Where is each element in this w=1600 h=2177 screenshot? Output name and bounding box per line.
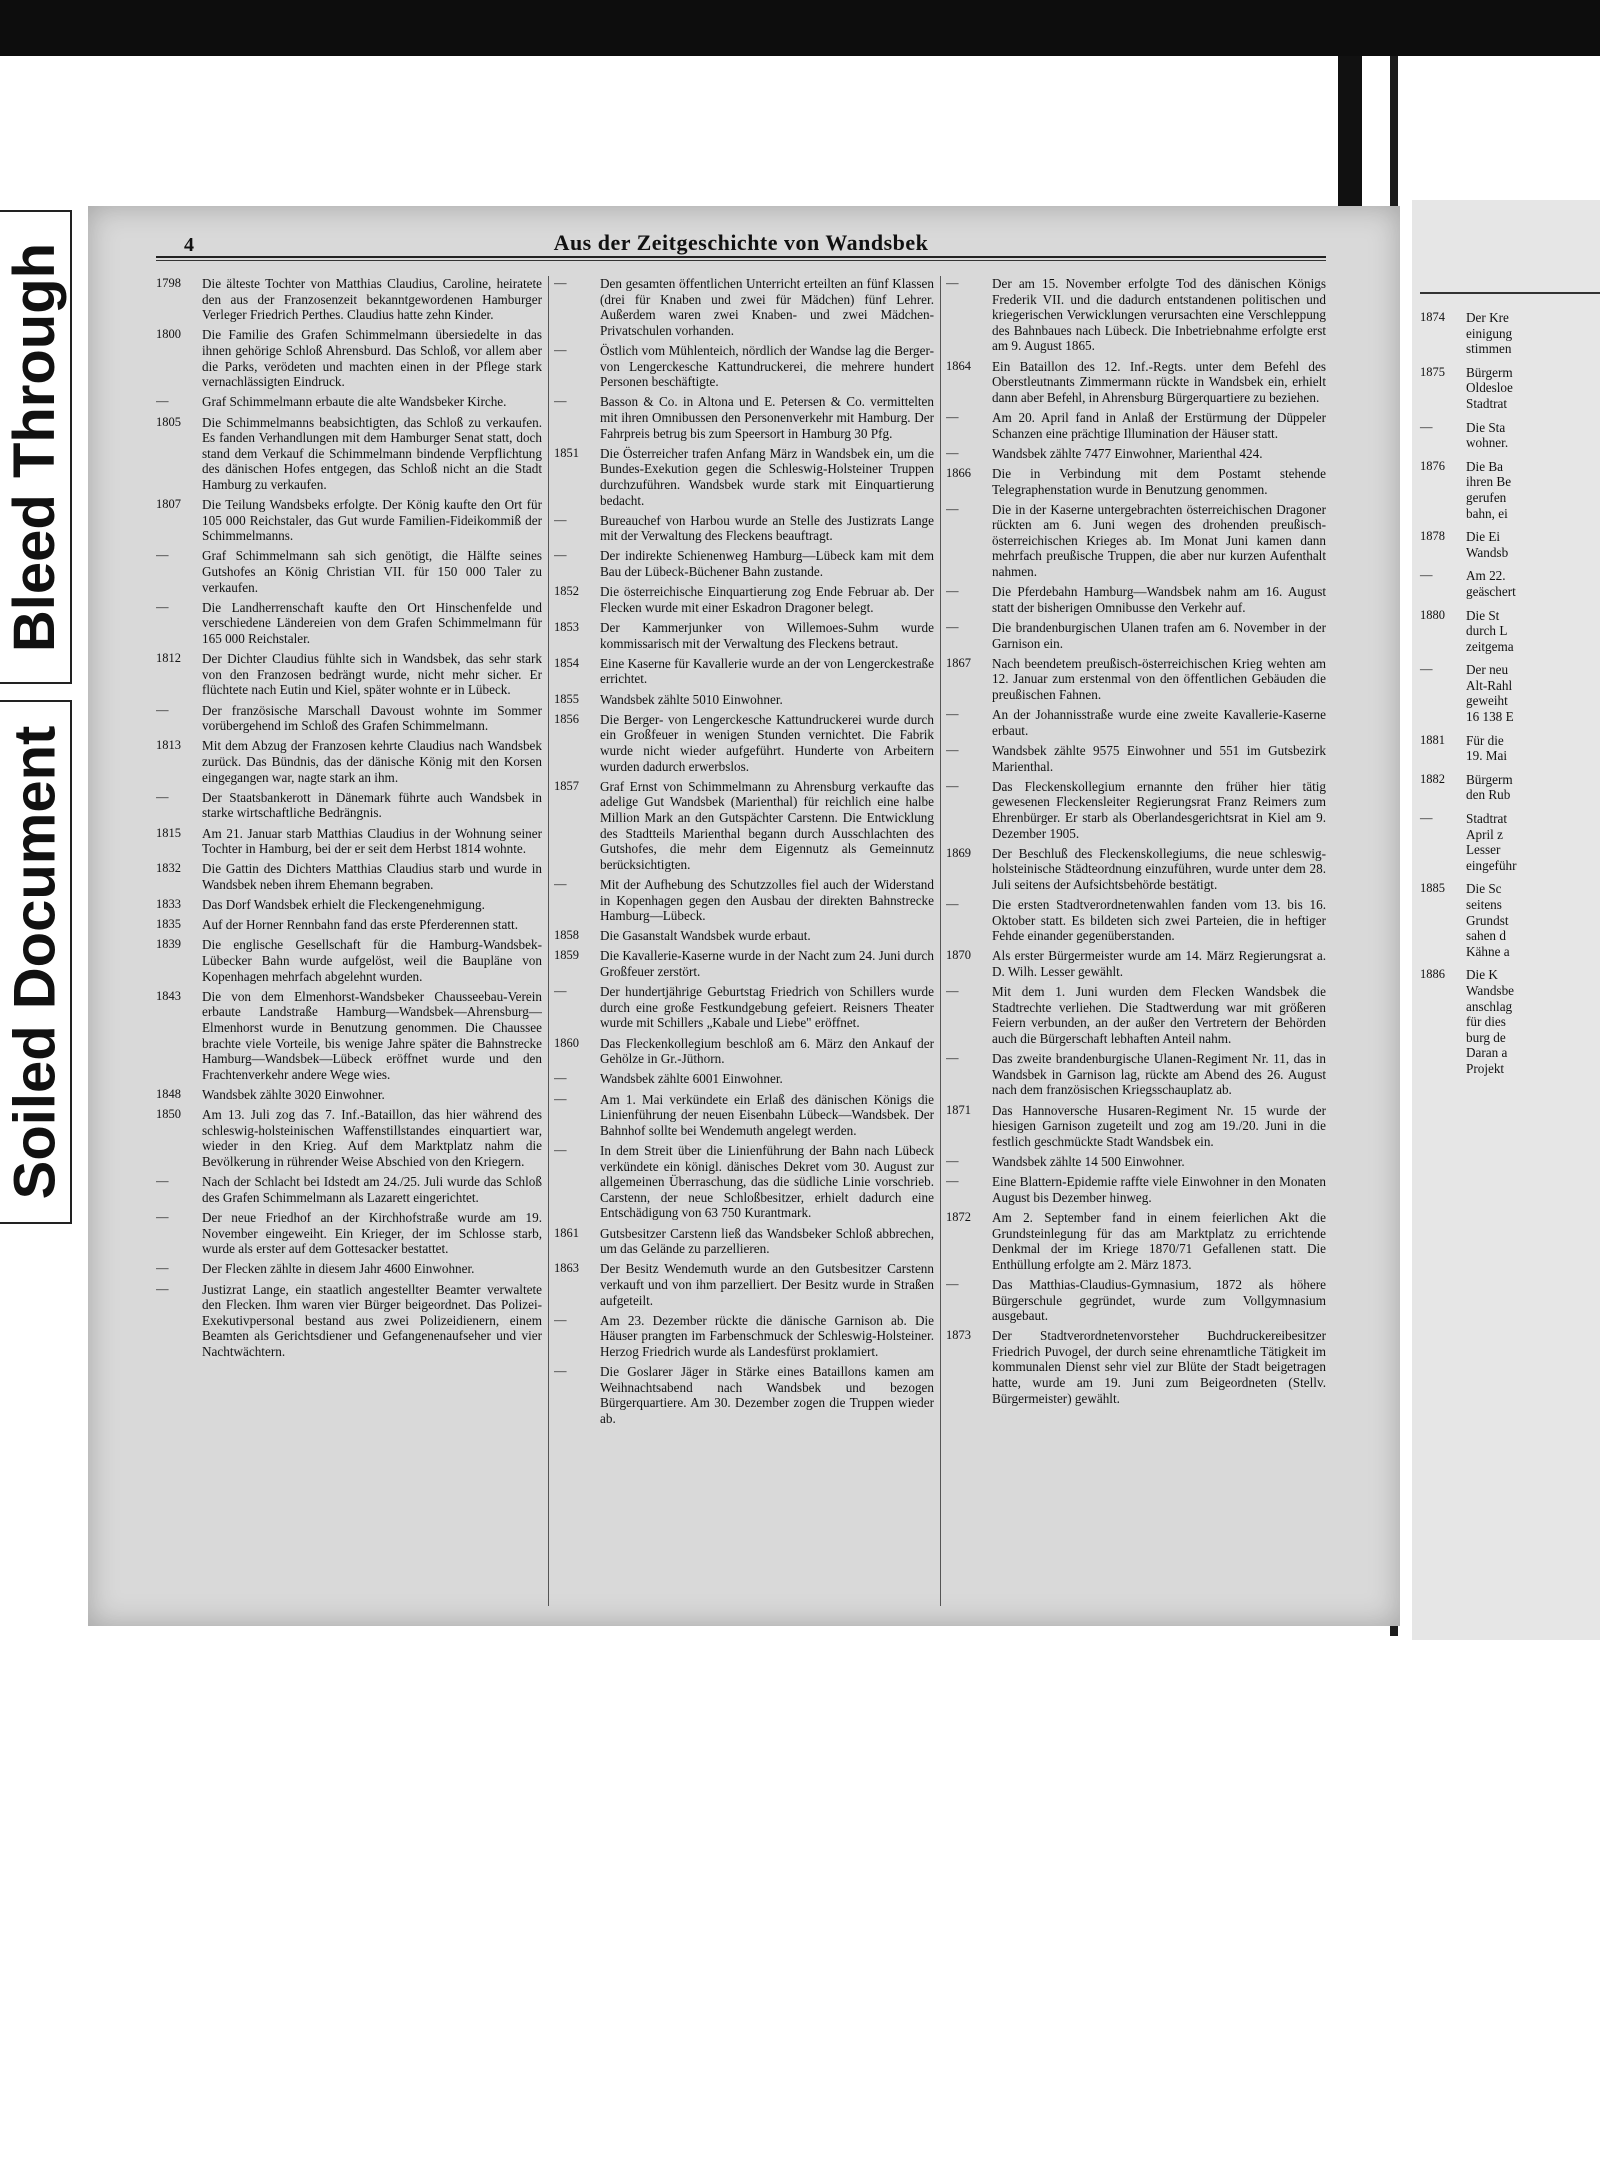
timeline-entry [156, 897, 542, 913]
header-rule [156, 260, 1326, 261]
entry-year: 1835 [156, 917, 181, 932]
entry-text: Der Beschluß des Fleckenskollegiums, die neue schleswig-holsteinische Städteordnung einzuführen, wurde unter dem 28. Juli seitens der Aufsichtsbehörde bestätigt. [992, 845, 1326, 892]
entry-year: — [554, 984, 567, 999]
entry-year: 1875 [1420, 364, 1445, 379]
entry-year: — [946, 501, 959, 516]
entry-year: 1878 [1420, 529, 1445, 544]
timeline-entry [554, 1092, 934, 1139]
entry-year: 1859 [554, 948, 579, 963]
entry-year: — [554, 1364, 567, 1379]
entry-year: 1860 [554, 1035, 579, 1050]
entry-text: Die in der Kaserne untergebrachten österreichischen Dragoner rückten am 6. Juni wegen des drohenden preußisch-österreichischen Krieges ab. Im Monat Juni kamen dann mehrfach preußische Truppen, die aber nur kurzen Aufenthalt nahmen. [992, 501, 1326, 580]
entry-text: Am 2. September fand in einem feierlichen Akt die Grundsteinlegung für das am Marktplatz zu errichtende Denkmal der im Kriege 1870/71 Gefallenen statt. Die Enthüllung erfolgte am 2. März 1873. [992, 1209, 1326, 1272]
column-left [156, 276, 542, 1606]
entry-year: 1886 [1420, 967, 1445, 982]
timeline-entry [946, 584, 1326, 615]
book-page [88, 206, 1400, 1626]
timeline-entry [156, 1261, 542, 1277]
timeline-entry [946, 1174, 1326, 1205]
entry-text: Das zweite brandenburgische Ulanen-Regiment Nr. 11, das in Wandsbek in Garnison lag, rückte am Abend des 26. August nach dem französischen Kriegsschauplatz ab. [992, 1051, 1326, 1098]
entry-text: Bürgerm den Rub [1466, 771, 1513, 803]
timeline-entry [554, 928, 934, 944]
entry-year: — [946, 778, 959, 793]
entry-year: — [554, 1091, 567, 1106]
entry-year: — [946, 742, 959, 757]
entry-year: 1813 [156, 738, 181, 753]
entry-text: Die Pferdebahn Hamburg—Wandsbek nahm am 16. August statt der bisherigen Omnibusse den Verkehr auf. [992, 584, 1326, 615]
timeline-entry [156, 394, 542, 410]
entry-text: Wandsbek zählte 5010 Einwohner. [600, 691, 783, 707]
adjacent-page-entry [1420, 967, 1600, 1076]
entry-year: 1867 [946, 655, 971, 670]
entry-text: Der Besitz Wendemuth wurde an den Gutsbesitzer Carstenn verkauft und von ihm parzelliert. Der Besitz wurde in Straßen aufgeteilt. [600, 1261, 934, 1308]
timeline-entry [946, 276, 1326, 354]
entry-text: Östlich vom Mühlenteich, nördlich der Wandse lag die Berger- von Lengerckesche Kattundruckerei, die mehrere hundert Personen beschäftigte. [600, 342, 934, 390]
timeline-entry [554, 513, 934, 544]
timeline-entry [156, 790, 542, 821]
entry-text: Der Flecken zählte in diesem Jahr 4600 Einwohner. [202, 1261, 475, 1277]
entry-year: 1853 [554, 620, 579, 635]
entry-text: Das Fleckenkollegium beschloß am 6. März den Ankauf der Gehölze in Gr.-Jüthorn. [600, 1035, 934, 1067]
entry-year: 1855 [554, 691, 579, 706]
entry-year: 1864 [946, 358, 971, 373]
entry-text: Der hundertjährige Geburtstag Friedrich von Schillers wurde durch eine große Festkundgebung gefeiert. Reisners Theater wurde mit Schillers „Kabale und Liebe" eröffnet. [600, 984, 934, 1031]
entry-year: 1881 [1420, 732, 1445, 747]
entry-text: Der Dichter Claudius fühlte sich in Wandsbek, das sehr stark von den Franzosen bedrängt wurde, nicht mehr sicher. Er flüchtete nach Eutin und Kiel, später wohnte er in Lübeck. [202, 651, 542, 698]
adjacent-page-entry [1420, 662, 1600, 724]
book-spine-shadow [1338, 56, 1362, 206]
entry-year: — [554, 548, 567, 563]
timeline-entry [156, 497, 542, 544]
entry-text: Die ersten Stadtverordnetenwahlen fanden vom 13. bis 16. Oktober statt. Es bildeten sich zwei Parteien, die in heftiger Fehde einander gegenüberstanden. [992, 897, 1326, 944]
adjacent-page-entry [1420, 881, 1600, 959]
entry-year: 1839 [156, 937, 181, 952]
timeline-entry [156, 861, 542, 892]
entry-year: — [156, 1261, 169, 1276]
entry-year: 1863 [554, 1261, 579, 1276]
entry-year: — [946, 1051, 959, 1066]
entry-year: — [156, 1281, 169, 1296]
timeline-entry [156, 1174, 542, 1205]
entry-year: 1854 [554, 655, 579, 670]
entry-text: Die Gasanstalt Wandsbek wurde erbaut. [600, 928, 811, 944]
entry-text: Die Teilung Wandsbeks erfolgte. Der König kaufte den Ort für 105 000 Reichstaler, das Gut wurde Familien-Fideikommiß der Schimmelmanns. [202, 497, 542, 544]
timeline-entry [156, 651, 542, 698]
entry-text: Die Berger- von Lengerckesche Kattundruckerei wurde durch ein Großfeuer in wenigen Stunden vernichtet. Die Fabrik wurde nicht wieder aufgeführt. Hunderte von Arbeitern wurden dadurch erwerbslos. [600, 711, 934, 774]
entry-year: — [554, 394, 567, 409]
timeline-entry [946, 620, 1326, 651]
timeline-entry [946, 1154, 1326, 1170]
timeline-entry [554, 1071, 934, 1087]
timeline-entry [946, 779, 1326, 841]
timeline-entry [554, 584, 934, 615]
bleed-through-stamp [0, 210, 72, 684]
entry-text: Mit dem Abzug der Franzosen kehrte Claudius nach Wandsbek zurück. Das Bündnis, das der dänische König mit den Korsen eingegangen war, nagte stark an ihm. [202, 738, 542, 785]
entry-text: Die Gattin des Dichters Matthias Claudius starb und wurde in Wandsbek neben ihrem Ehemann begraben. [202, 861, 542, 892]
entry-year: 1843 [156, 988, 181, 1003]
timeline-entry [554, 877, 934, 924]
entry-text: Am 13. Juli zog das 7. Inf.-Bataillon, das hier während des schleswig-holsteinischen Waffenstillstandes einquartiert war, wieder in den Krieg. Auf dem Marktplatz nahm die Bevölkerung in rührender Weise Abschied von den Kriegern. [202, 1107, 542, 1169]
entry-text: Eine Kaserne für Kavallerie wurde an der von Lengerckestraße errichtet. [600, 655, 934, 687]
timeline-entry [946, 984, 1326, 1046]
entry-text: Mit der Aufhebung des Schutzzolles fiel auch der Widerstand in Kopenhagen gegen den Ausbau der direkten Bahnstrecke Hamburg—Lübeck. [600, 876, 934, 924]
adjacent-page-entry [1420, 365, 1600, 412]
entry-text: Wandsbek zählte 6001 Einwohner. [600, 1071, 783, 1087]
entry-year: — [156, 1209, 169, 1224]
timeline-entry [156, 276, 542, 323]
timeline-entry [156, 548, 542, 595]
timeline-entry [946, 1210, 1326, 1272]
timeline-entry [946, 466, 1326, 497]
entry-text: Die in Verbindung mit dem Postamt stehende Telegraphenstation wurde in Benutzung genommen. [992, 465, 1326, 497]
scanner-top-bar [0, 0, 1600, 56]
timeline-entry [946, 1328, 1326, 1406]
adjacent-page-entry [1420, 310, 1600, 357]
entry-text: Für die 19. Mai [1466, 732, 1508, 764]
entry-year: 1885 [1420, 881, 1445, 896]
entry-text: Die von dem Elmenhorst-Wandsbeker Chausseebau-Verein erbaute Landstraße Hamburg—Wandsbek—Ahrensburg—Elmenhorst wurde in Benutzung genommen. Die Chaussee brachte viele Vorteile, bis wenige Jahre später die Bahnstrecke Hamburg—Wandsbek—Lübeck eröffnet wurde und den Frachtenverkehr andere Wege wies. [202, 988, 542, 1082]
entry-text: Der am 15. November erfolgte Tod des dänischen Königs Frederik VII. und die dadurch entstandenen politischen und kriegerischen Verwicklungen verursachten eine Verschleppung des Bahnbaues nach Lübeck. Die Inbetriebnahme erfolgte erst am 9. August 1865. [992, 276, 1326, 354]
entry-text: Die brandenburgischen Ulanen trafen am 6. November in der Garnison ein. [992, 620, 1326, 651]
entry-text: Als erster Bürgermeister wurde am 14. März Regierungsrat a. D. Wilh. Lesser gewählt. [992, 948, 1326, 980]
timeline-entry [554, 1036, 934, 1067]
timeline-entry [554, 1364, 934, 1426]
timeline-entry [156, 826, 542, 857]
entry-year: — [554, 342, 567, 357]
entry-year: — [1420, 419, 1433, 434]
entry-year: 1869 [946, 845, 971, 860]
timeline-entry [554, 1261, 934, 1308]
timeline-entry [946, 1103, 1326, 1150]
entry-text: Das Dorf Wandsbek erhielt die Fleckengenehmigung. [202, 897, 485, 913]
timeline-entry [156, 989, 542, 1083]
entry-year: 1873 [946, 1328, 971, 1343]
timeline-entry [946, 948, 1326, 979]
entry-year: — [1420, 568, 1433, 583]
entry-year: 1832 [156, 861, 181, 876]
entry-year: 1870 [946, 948, 971, 963]
timeline-entry [554, 1143, 934, 1221]
entry-text: Am 21. Januar starb Matthias Claudius in der Wohnung seiner Tochter in Hamburg, bei der er seit dem Herbst 1814 wohnte. [202, 825, 542, 857]
timeline-entry [946, 446, 1326, 462]
entry-text: Eine Blattern-Epidemie raffte viele Einwohner in den Monaten August bis Dezember hinweg. [992, 1174, 1326, 1205]
entry-text: Der neu Alt-Rahl geweiht 16 138 E [1466, 662, 1514, 725]
text-columns [156, 276, 1326, 1606]
entry-text: Mit dem 1. Juni wurden dem Flecken Wandsbek die Stadtrechte verliehen. Die Stadtwerdung war mit größeren Feiern verbunden, an der außer den Vertretern der Behörden auch die Bürgerschaft lebhaften Anteil nahm. [992, 984, 1326, 1047]
adjacent-page-rule [1420, 292, 1600, 294]
entry-year: — [946, 897, 959, 912]
entry-year: 1815 [156, 825, 181, 840]
entry-text: Die österreichische Einquartierung zog Ende Februar ab. Der Flecken wurde mit einer Eskadron Dragoner belegt. [600, 584, 934, 615]
entry-text: Die Schimmelmanns beabsichtigten, das Schloß zu verkaufen. Es fanden Verhandlungen mit dem Hamburger Senat statt, doch stand dem Verkauf die Schimmelmann bindende Verpflichtung des dänischen Hofes entgegen, das Schloß nicht an die Stadt Hamburg zu verkaufen. [202, 414, 542, 492]
entry-year: 1805 [156, 414, 181, 429]
entry-year: 1871 [946, 1102, 971, 1117]
entry-text: Die Ba ihren Be gerufen bahn, ei [1466, 458, 1512, 521]
entry-text: Die englische Gesellschaft für die Hamburg-Wandsbek-Lübecker Bahn wurde aufgelöst, weil die Baupläne von Kopenhagen mehrfach abgelehnt wurden. [202, 937, 542, 984]
entry-year: 1856 [554, 711, 579, 726]
entry-year: — [946, 1276, 959, 1291]
timeline-entry [156, 703, 542, 734]
timeline-entry [156, 1107, 542, 1169]
column-divider [940, 276, 941, 1606]
entry-text: Nach beendetem preußisch-österreichischen Krieg wehten am 12. Januar zum erstenmal von den öffentlichen Gebäuden die preußischen Fahnen. [992, 655, 1326, 702]
entry-year: — [946, 445, 959, 460]
timeline-entry [554, 343, 934, 390]
entry-text: Am 22. geäschert [1466, 568, 1516, 599]
timeline-entry [554, 620, 934, 651]
timeline-entry [554, 712, 934, 774]
entry-year: — [156, 548, 169, 563]
adjacent-page-entries [1420, 310, 1600, 1085]
entry-year: — [946, 409, 959, 424]
entry-text: Am 23. Dezember rückte die dänische Garnison ab. Die Häuser prangten im Farbenschmuck der Schleswig-Holsteiner. Herzog Friedrich wurde als Landesfürst proklamiert. [600, 1312, 934, 1359]
entry-text: Der neue Friedhof an der Kirchhofstraße wurde am 19. November eingeweiht. Ein Krieger, der im Schlosse starb, wurde als erster auf dem Gottesacker bestattet. [202, 1209, 542, 1257]
entry-text: Der Kammerjunker von Willemoes-Suhm wurde kommissarisch mit der Verwaltung des Fleckens betraut. [600, 620, 934, 651]
timeline-entry [946, 743, 1326, 774]
entry-year: — [156, 789, 169, 804]
entry-text: Die Kavallerie-Kaserne wurde in der Nacht zum 24. Juni durch Großfeuer zerstört. [600, 948, 934, 980]
adjacent-page-entry [1420, 529, 1600, 560]
column-middle [554, 276, 934, 1606]
entry-text: Die Familie des Grafen Schimmelmann übersiedelte in das ihnen gehörige Schloß Ahrensburd. Das Schloß, vor allem aber die Parks, verödeten und machten einen in der Pflege stark vernachlässigten Eindruck. [202, 327, 542, 390]
entry-text: Am 20. April fand in Anlaß der Erstürmung der Düppeler Schanzen eine prächtige Illumination der Häuser statt. [992, 409, 1326, 441]
adjacent-page-fragment [1412, 200, 1600, 1640]
entry-text: In dem Streit über die Linienführung der Bahn nach Lübeck verkündete ein königl. dänisches Dekret vom 30. August zur allgemeinen Überraschung, das die südliche Linie vorschrieb. Carstenn, der neue Schloßbesitzer, erhielt dadurch eine Entschädigung von 63 750 Kurantmark. [600, 1142, 934, 1221]
timeline-entry [156, 917, 542, 933]
timeline-entry [946, 1051, 1326, 1098]
page-content [156, 216, 1326, 1616]
entry-text: Graf Schimmelmann erbaute die alte Wandsbeker Kirche. [202, 394, 507, 410]
timeline-entry [554, 948, 934, 979]
timeline-entry [946, 410, 1326, 441]
entry-year: — [946, 1174, 959, 1189]
timeline-entry [554, 276, 934, 338]
entry-year: 1872 [946, 1209, 971, 1224]
entry-text: Graf Ernst von Schimmelmann zu Ahrensburg verkaufte das adelige Gut Wandsbek (Marienthal) für reichlich eine halbe Million Mark an den Gutspächter Carstenn. Die Entwicklung des Stadtteils Marienthal begann durch Ausschlachten des Gutshofes, die mehr dem Eigennutz als Gemeinnutz berücksichtigten. [600, 778, 934, 872]
adjacent-page-entry [1420, 811, 1600, 873]
entry-text: Das Hannoversche Husaren-Regiment Nr. 15 wurde der hiesigen Garnison zugeteilt und zog am 19./20. Juni in die festlich geschmückte Stadt Wandsbek ein. [992, 1102, 1326, 1149]
entry-text: Basson & Co. in Altona und E. Petersen & Co. vermittelten mit ihren Omnibussen den Personenverkehr mit Hamburg. Der Fahrpreis betrug bis zum Speersort in Hamburg 30 Pfg. [600, 394, 934, 441]
timeline-entry [554, 1226, 934, 1257]
timeline-entry [156, 327, 542, 389]
entry-year: — [156, 394, 169, 409]
entry-text: Gutsbesitzer Carstenn ließ das Wandsbeker Schloß abbrechen, um das Gelände zu parzellieren. [600, 1225, 934, 1257]
timeline-entry [156, 415, 542, 493]
entry-text: Der französische Marschall Davoust wohnte im Sommer vorübergehend im Schloß des Grafen Schimmelmann. [202, 702, 542, 734]
entry-text: An der Johannisstraße wurde eine zweite Kavallerie-Kaserne erbaut. [992, 707, 1326, 738]
entry-text: Die K Wandsbe anschlag für dies burg de Daran a Projekt [1466, 967, 1515, 1076]
entry-year: 1861 [554, 1225, 579, 1240]
entry-text: Die Landherrenschaft kaufte den Ort Hinschenfelde und verschiedene Ländereien von dem Grafen Schimmelmann für 165 000 Reichstaler. [202, 599, 542, 647]
timeline-entry [156, 1282, 542, 1360]
entry-year: — [554, 276, 567, 290]
soiled-document-label: Soiled Document [2, 725, 68, 1199]
entry-text: Bureauchef von Harbou wurde an Stelle des Justizrats Lange mit der Verwaltung des Fleckens beauftragt. [600, 512, 934, 544]
entry-text: Wandsbek zählte 14 500 Einwohner. [992, 1153, 1185, 1169]
entry-year: 1880 [1420, 607, 1445, 622]
timeline-entry [156, 1087, 542, 1103]
adjacent-page-entry [1420, 459, 1600, 521]
entry-year: — [1420, 662, 1433, 677]
adjacent-page-entry [1420, 568, 1600, 599]
timeline-entry [554, 1313, 934, 1360]
page-number: 4 [184, 234, 194, 256]
entry-text: Graf Schimmelmann sah sich genötigt, die Hälfte seines Gutshofes an König Christian VII. für 150 000 Taler zu verkaufen. [202, 548, 542, 595]
column-right [946, 276, 1326, 1606]
timeline-entry [554, 548, 934, 579]
entry-year: — [156, 1174, 169, 1189]
entry-year: 1833 [156, 897, 181, 912]
entry-text: Justizrat Lange, ein staatlich angestellter Beamter verwaltete den Flecken. Ihm waren vier Bürger beigeordnet. Das Polizei-Exekutivpersonal bestand aus zwei Polizeidienern, einem Beamten als Gerichtsdiener und Gefangenenaufseher und vier Nachtwächtern. [202, 1281, 542, 1359]
entry-text: Stadtrat April z Lesser eingeführ [1466, 811, 1517, 873]
entry-year: — [946, 707, 959, 722]
entry-text: Das Matthias-Claudius-Gymnasium, 1872 als höhere Bürgerschule gegründet, wurde zum Vollgymnasium ausgebaut. [992, 1276, 1326, 1324]
timeline-entry [554, 446, 934, 508]
timeline-entry [946, 656, 1326, 703]
entry-text: Auf der Horner Rennbahn fand das erste Pferderennen statt. [202, 917, 519, 933]
entry-text: Wandsbek zählte 7477 Einwohner, Marienthal 424. [992, 445, 1263, 461]
entry-year: 1874 [1420, 310, 1445, 324]
timeline-entry [946, 897, 1326, 944]
entry-year: — [156, 599, 169, 614]
entry-year: — [554, 1142, 567, 1157]
entry-text: Die älteste Tochter von Matthias Claudius, Caroline, heiratete den aus der Franzosenzeit bekanntgewordenen Hamburger Verleger Friedrich Perthes. Claudius hatte zehn Kinder. [202, 276, 542, 323]
entry-text: Die Österreicher trafen Anfang März in Wandsbek ein, um die Bundes-Exekution gegen die Schleswig-Holsteiner Truppen durchzuführen. Wandsbek wurde stark mit Einquartierung bedacht. [600, 445, 934, 508]
bleed-through-label: Bleed Through [2, 242, 68, 652]
entry-text: Wandsbek zählte 3020 Einwohner. [202, 1087, 385, 1102]
entry-year: 1812 [156, 651, 181, 666]
adjacent-page-entry [1420, 733, 1600, 764]
entry-year: — [946, 276, 959, 290]
timeline-entry [156, 1210, 542, 1257]
timeline-entry [156, 600, 542, 647]
entry-text: Der Stadtverordnetenvorsteher Buchdruckereibesitzer Friedrich Puvogel, der durch seine ehrenamtliche Tätigkeit im kommunalen Dienst sehr viel zur Blüte der Stadt beigetragen hatte, wurde am 19. Juni zum Beigeordneten (Stellv. Bürgermeister) gewählt. [992, 1328, 1326, 1406]
column-divider [548, 276, 549, 1606]
entry-text: Nach der Schlacht bei Idstedt am 24./25. Juli wurde das Schloß des Grafen Schimmelmann als Lazarett eingerichtet. [202, 1174, 542, 1205]
entry-text: Den gesamten öffentlichen Unterricht erteilten an fünf Klassen (drei für Knaben und zwei für Mädchen) fünf Lehrer. Außerdem waren zwei Knaben- und zwei Mädchen-Privatschulen vorhanden. [600, 276, 934, 338]
entry-text: Bürgerm Oldesloe Stadtrat [1466, 364, 1513, 411]
page-header [156, 216, 1326, 258]
entry-text: Der Kre einigung stimmen [1466, 310, 1513, 357]
entry-text: Die Sc seitens Grundst sahen d Kähne a [1466, 881, 1510, 959]
entry-text: Die Goslarer Jäger in Stärke eines Bataillons kamen am Weihnachtsabend nach Wandsbek und bezogen Bürgerquartiere. Am 30. Dezember zogen die Truppen wieder ab. [600, 1364, 934, 1426]
entry-year: — [554, 1312, 567, 1327]
entry-year: — [554, 876, 567, 891]
page-title: Aus der Zeitgeschichte von Wandsbek [553, 230, 929, 255]
entry-text: Die Ei Wandsb [1466, 529, 1509, 560]
timeline-entry [554, 692, 934, 708]
entry-year: — [156, 702, 169, 717]
entry-year: — [946, 584, 959, 599]
entry-year: — [946, 1153, 959, 1168]
timeline-entry [156, 937, 542, 984]
entry-year: 1876 [1420, 458, 1445, 473]
entry-year: — [554, 512, 567, 527]
entry-year: 1852 [554, 584, 579, 599]
entry-year: 1798 [156, 276, 181, 290]
adjacent-page-entry [1420, 608, 1600, 655]
entry-year: 1858 [554, 928, 579, 943]
entry-year: — [946, 620, 959, 635]
entry-year: 1850 [156, 1107, 181, 1122]
timeline-entry [554, 394, 934, 441]
entry-year: 1857 [554, 778, 579, 793]
entry-year: 1848 [156, 1087, 181, 1101]
entry-year: — [946, 984, 959, 999]
timeline-entry [554, 656, 934, 687]
entry-year: 1882 [1420, 771, 1445, 786]
entry-year: 1800 [156, 327, 181, 342]
timeline-entry [946, 846, 1326, 893]
timeline-entry [554, 984, 934, 1031]
entry-text: Die St durch L zeitgema [1466, 607, 1514, 654]
entry-year: 1851 [554, 445, 579, 460]
entry-text: Der indirekte Schienenweg Hamburg—Lübeck kam mit dem Bau der Lübeck-Büchener Bahn zustande. [600, 548, 934, 580]
timeline-entry [554, 779, 934, 873]
entry-year: 1807 [156, 497, 181, 512]
entry-text: Die Sta wohner. [1466, 419, 1509, 451]
entry-text: Das Fleckenskollegium ernannte den früher hier tätig gewesenen Fleckensleiter Regierungsrat Franz Reimers zum Ehrenbürger. Er starb als Oberlandesgerichtsrat in Kiel am 9. Dezember 1905. [992, 778, 1326, 841]
entry-year: — [554, 1071, 567, 1086]
timeline-entry [156, 738, 542, 785]
entry-year: 1866 [946, 465, 971, 480]
entry-text: Wandsbek zählte 9575 Einwohner und 551 im Gutsbezirk Marienthal. [992, 742, 1326, 774]
adjacent-page-entry [1420, 420, 1600, 451]
adjacent-page-entry [1420, 772, 1600, 803]
entry-text: Der Staatsbankerott in Dänemark führte auch Wandsbek in starke wirtschaftliche Bedrängnis. [202, 789, 542, 821]
timeline-entry [946, 502, 1326, 580]
entry-year: — [1420, 811, 1433, 826]
timeline-entry [946, 1277, 1326, 1324]
soiled-document-stamp [0, 700, 72, 1224]
entry-text: Ein Bataillon des 12. Inf.-Regts. unter dem Befehl des Oberstleutnants Zimmermann rückte in Wandsbek ein, erhielt dann aber Befehl, in Ahrensburg Bürgerquartiere zu beziehen. [992, 358, 1326, 405]
entry-text: Am 1. Mai verkündete ein Erlaß des dänischen Königs die Linienführung der neuen Eisenbahn Lübeck—Wandsbek. Der Bahnhof sollte bei Wendemuth angelegt werden. [600, 1091, 934, 1138]
timeline-entry [946, 707, 1326, 738]
timeline-entry [946, 359, 1326, 406]
